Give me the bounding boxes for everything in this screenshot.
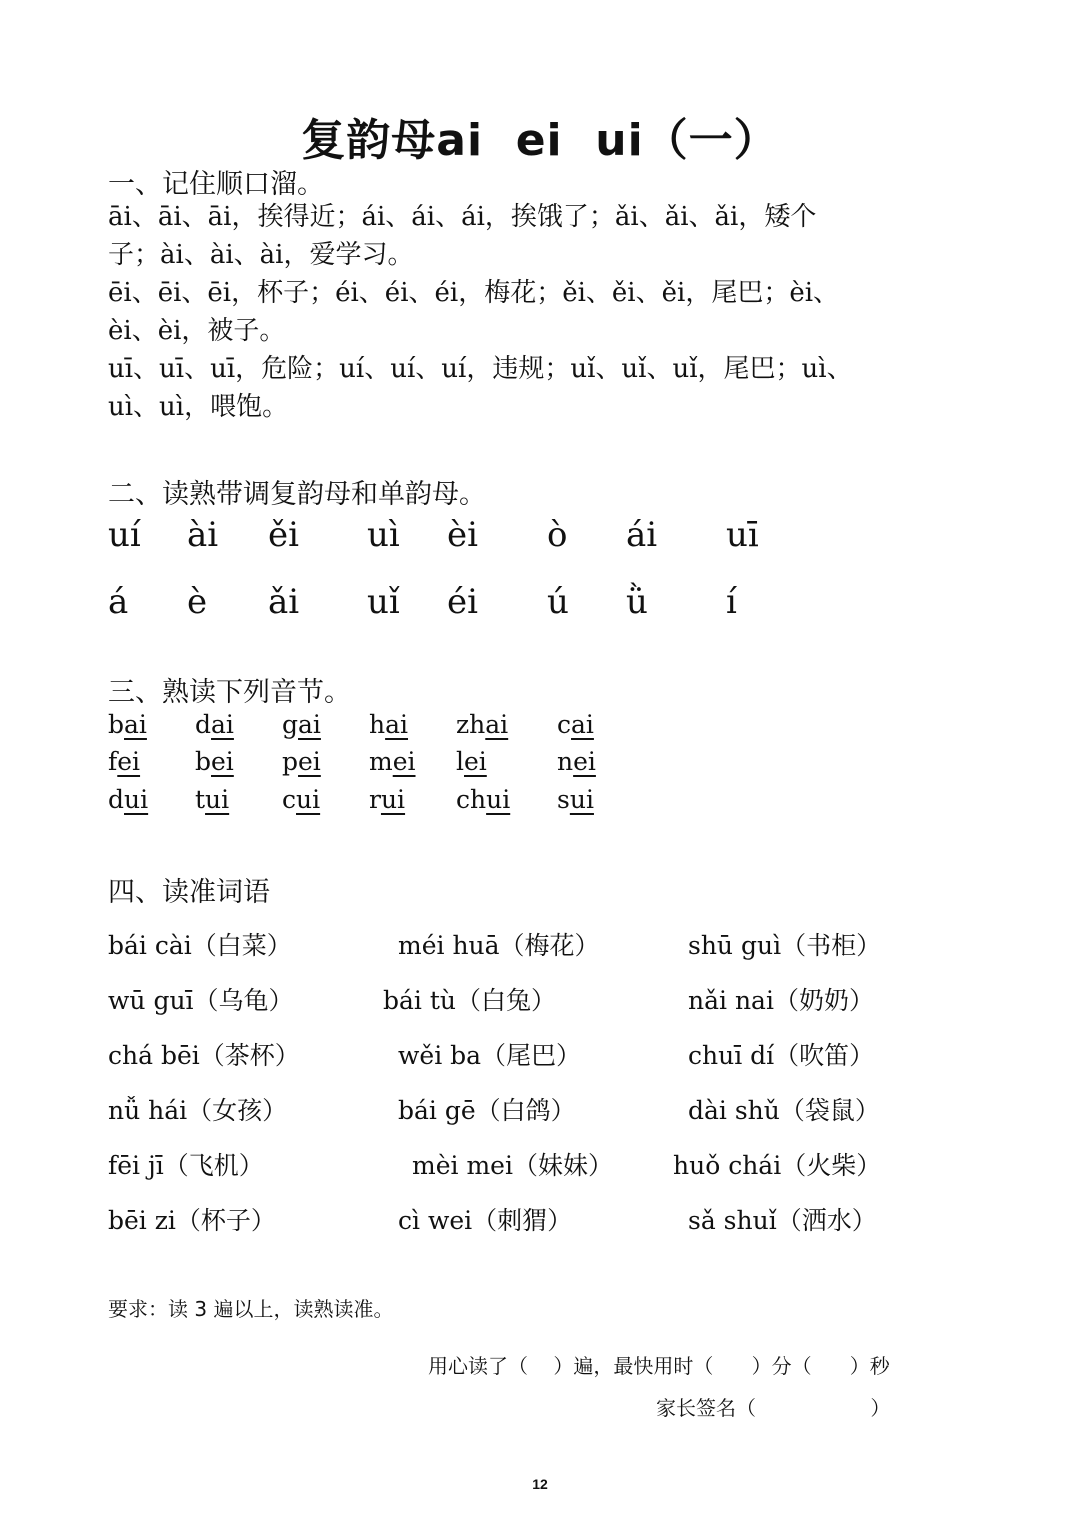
section3-heading: 三、熟读下列音节。: [108, 677, 351, 708]
word-item: chuī dí（吹笛）: [688, 1041, 875, 1070]
final-item: uī: [726, 515, 759, 555]
final-item: ái: [626, 515, 658, 555]
word-item: chá bēi（茶杯）: [108, 1041, 300, 1070]
syllable-item: tui: [195, 785, 230, 814]
final-item: uì: [367, 515, 400, 555]
syllable-item: gai: [282, 710, 321, 739]
final-item: í: [726, 582, 737, 622]
final-item: éi: [447, 582, 478, 622]
section1-line: uī、uī、uī，危险；uí、uí、uí，违规；uǐ、uǐ、uǐ，尾巴；uì、: [108, 354, 853, 384]
final-item: è: [187, 582, 208, 622]
syllable-item: pei: [282, 747, 321, 776]
final-item: uǐ: [367, 582, 400, 622]
page-number: 12: [532, 1476, 548, 1492]
word-item: cì wei（刺猬）: [398, 1206, 573, 1235]
word-item: méi huā（梅花）: [398, 931, 600, 960]
syllable-item: sui: [557, 785, 594, 814]
word-item: wěi ba（尾巴）: [398, 1041, 582, 1070]
final-item: ǎi: [268, 582, 300, 622]
final-item: ú: [547, 582, 569, 622]
word-item: bēi zi（杯子）: [108, 1206, 276, 1235]
syllable-item: mei: [369, 747, 416, 776]
word-item: bái tù（白兔）: [383, 986, 556, 1015]
reading-record-line: 用心读了（ ）遍，最快用时（ ）分（ ）秒: [428, 1354, 890, 1378]
section1-line: ēi、ēi、ēi，杯子；éi、éi、éi，梅花；ěi、ěi、ěi，尾巴；èi、: [108, 278, 840, 308]
section2-heading: 二、读熟带调复韵母和单韵母。: [108, 479, 486, 510]
page-title: 复韵母ai ei ui（一）: [301, 115, 779, 166]
syllable-item: lei: [456, 747, 487, 776]
syllable-item: cai: [557, 710, 594, 739]
section4-heading: 四、读准词语: [108, 877, 270, 908]
syllable-item: hai: [369, 710, 409, 739]
section1-line: āi、āi、āi，挨得近；ái、ái、ái，挨饿了；ǎi、ǎi、ǎi，矮个: [108, 202, 817, 232]
section1-line: èi、èi，被子。: [108, 316, 286, 346]
word-item: bái cài（白菜）: [108, 931, 292, 960]
word-item: fēi jī（飞机）: [108, 1151, 264, 1180]
word-item: dài shǔ（袋鼠）: [688, 1096, 880, 1125]
syllable-item: chui: [456, 785, 511, 814]
word-item: wū guī（乌龟）: [108, 986, 294, 1015]
word-item: huǒ chái（火柴）: [673, 1151, 882, 1180]
final-item: ěi: [268, 515, 299, 555]
word-item: nǚ hái（女孩）: [108, 1096, 288, 1125]
syllable-item: fei: [108, 747, 141, 776]
section1-line: 子；ài、ài、ài，爱学习。: [108, 240, 414, 270]
parent-signature-line: 家长签名（ ）: [656, 1396, 891, 1420]
word-item: shū guì（书柜）: [688, 931, 882, 960]
final-item: ò: [547, 515, 568, 555]
section1-heading: 一、记住顺口溜。: [108, 169, 324, 200]
word-item: nǎi nai（奶奶）: [688, 986, 874, 1015]
section1-line: uì、uì，喂饱。: [108, 392, 289, 422]
syllable-item: nei: [557, 747, 596, 776]
final-item: èi: [447, 515, 478, 555]
final-item: ǜ: [626, 582, 648, 622]
final-item: ài: [187, 515, 219, 555]
word-item: sǎ shuǐ（洒水）: [688, 1206, 877, 1235]
syllable-item: zhai: [456, 710, 509, 739]
word-item: bái gē（白鸽）: [398, 1096, 576, 1125]
syllable-item: dai: [195, 710, 234, 739]
requirement-note: 要求：读 3 遍以上，读熟读准。: [108, 1297, 394, 1321]
final-item: uí: [108, 515, 141, 555]
final-item: á: [108, 582, 129, 622]
syllable-item: bei: [195, 747, 234, 776]
syllable-item: cui: [282, 785, 321, 814]
syllable-item: rui: [369, 785, 406, 814]
syllable-item: bai: [108, 710, 147, 739]
word-item: mèi mei（妹妹）: [412, 1151, 613, 1180]
syllable-item: dui: [108, 785, 149, 814]
